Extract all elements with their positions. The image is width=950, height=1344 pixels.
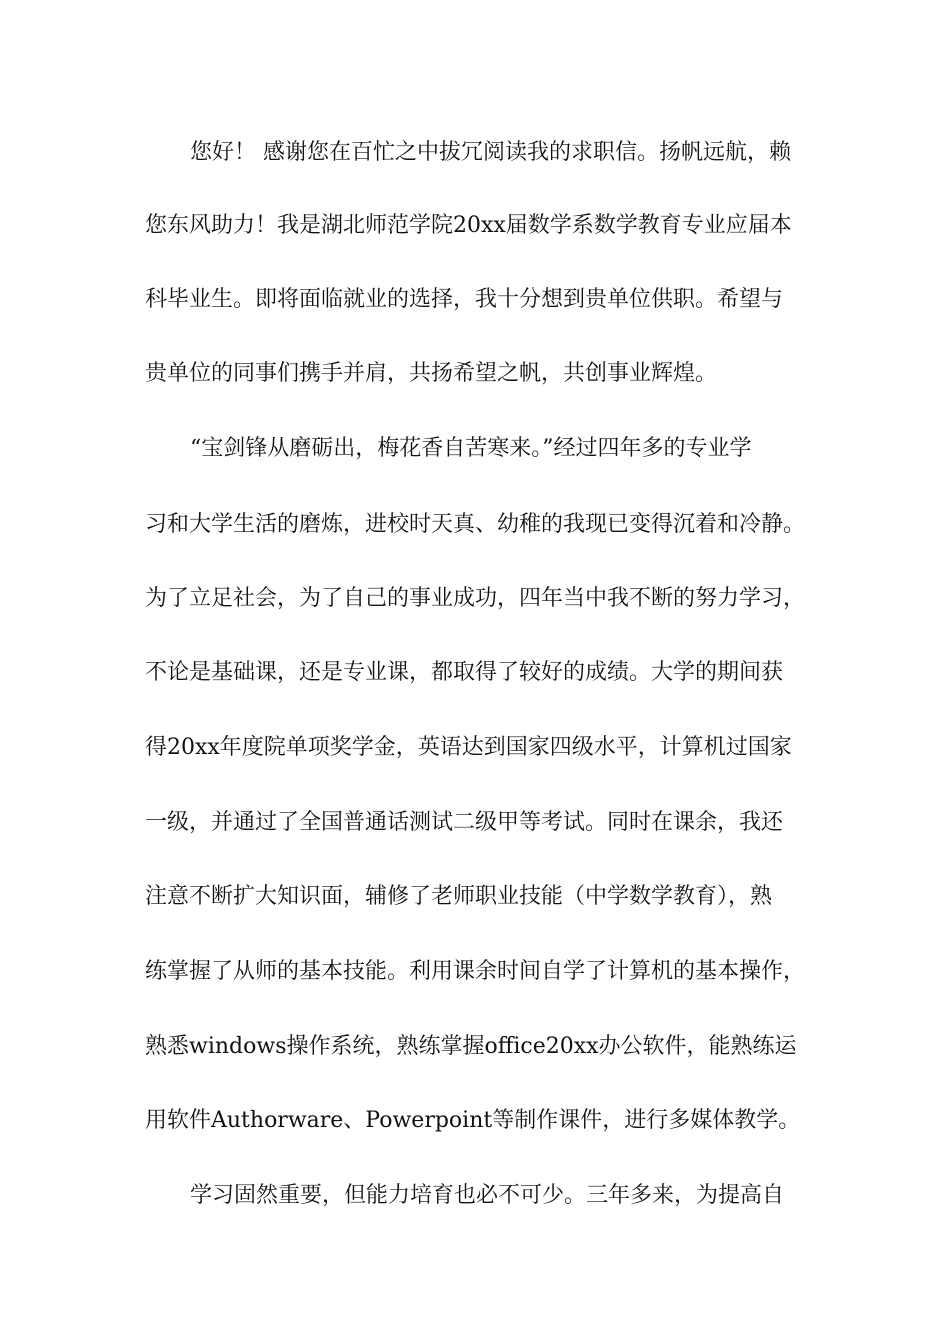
text-line: 熟悉windows操作系统，熟练掌握office20xx办公软件，能熟练运	[145, 1034, 797, 1059]
text-line: “宝剑锋从磨砺出，梅花香自苦寒来。”经过四年多的专业学	[190, 436, 752, 461]
text-line: 习和大学生活的磨炼，进校时天真、幼稚的我现已变得沉着和冷静。	[145, 512, 806, 537]
text-line: 注意不断扩大知识面，辅修了老师职业技能（中学数学教育），熟	[145, 884, 773, 909]
text-line: 学习固然重要，但能力培育也必不可少。三年多来，为提高自	[190, 1183, 785, 1208]
text-line: 用软件Authorware、Powerpoint等制作课件，进行多媒体教学。	[145, 1108, 801, 1133]
text-line: 科毕业生。即将面临就业的选择，我十分想到贵单位供职。希望与	[145, 287, 784, 312]
text-line: 您东风助力！我是湖北师范学院20xx届数学系数学教育专业应届本	[145, 213, 792, 238]
text-line: 一级，并通过了全国普通话测试二级甲等考试。同时在课余，我还	[145, 810, 784, 835]
text-line: 贵单位的同事们携手并肩，共扬希望之帆，共创事业辉煌。	[145, 361, 718, 386]
text-line: 不论是基础课，还是专业课，都取得了较好的成绩。大学的期间获	[145, 660, 784, 685]
text-line: 练掌握了从师的基本技能。利用课余时间自学了计算机的基本操作，	[145, 959, 806, 984]
text-line: 为了立足社会，为了自己的事业成功，四年当中我不断的努力学习，	[145, 586, 806, 611]
text-line: 您好！ 感谢您在百忙之中拔冗阅读我的求职信。扬帆远航，赖	[190, 140, 791, 165]
text-line: 得20xx年度院单项奖学金，英语达到国家四级水平，计算机过国家	[145, 735, 792, 760]
